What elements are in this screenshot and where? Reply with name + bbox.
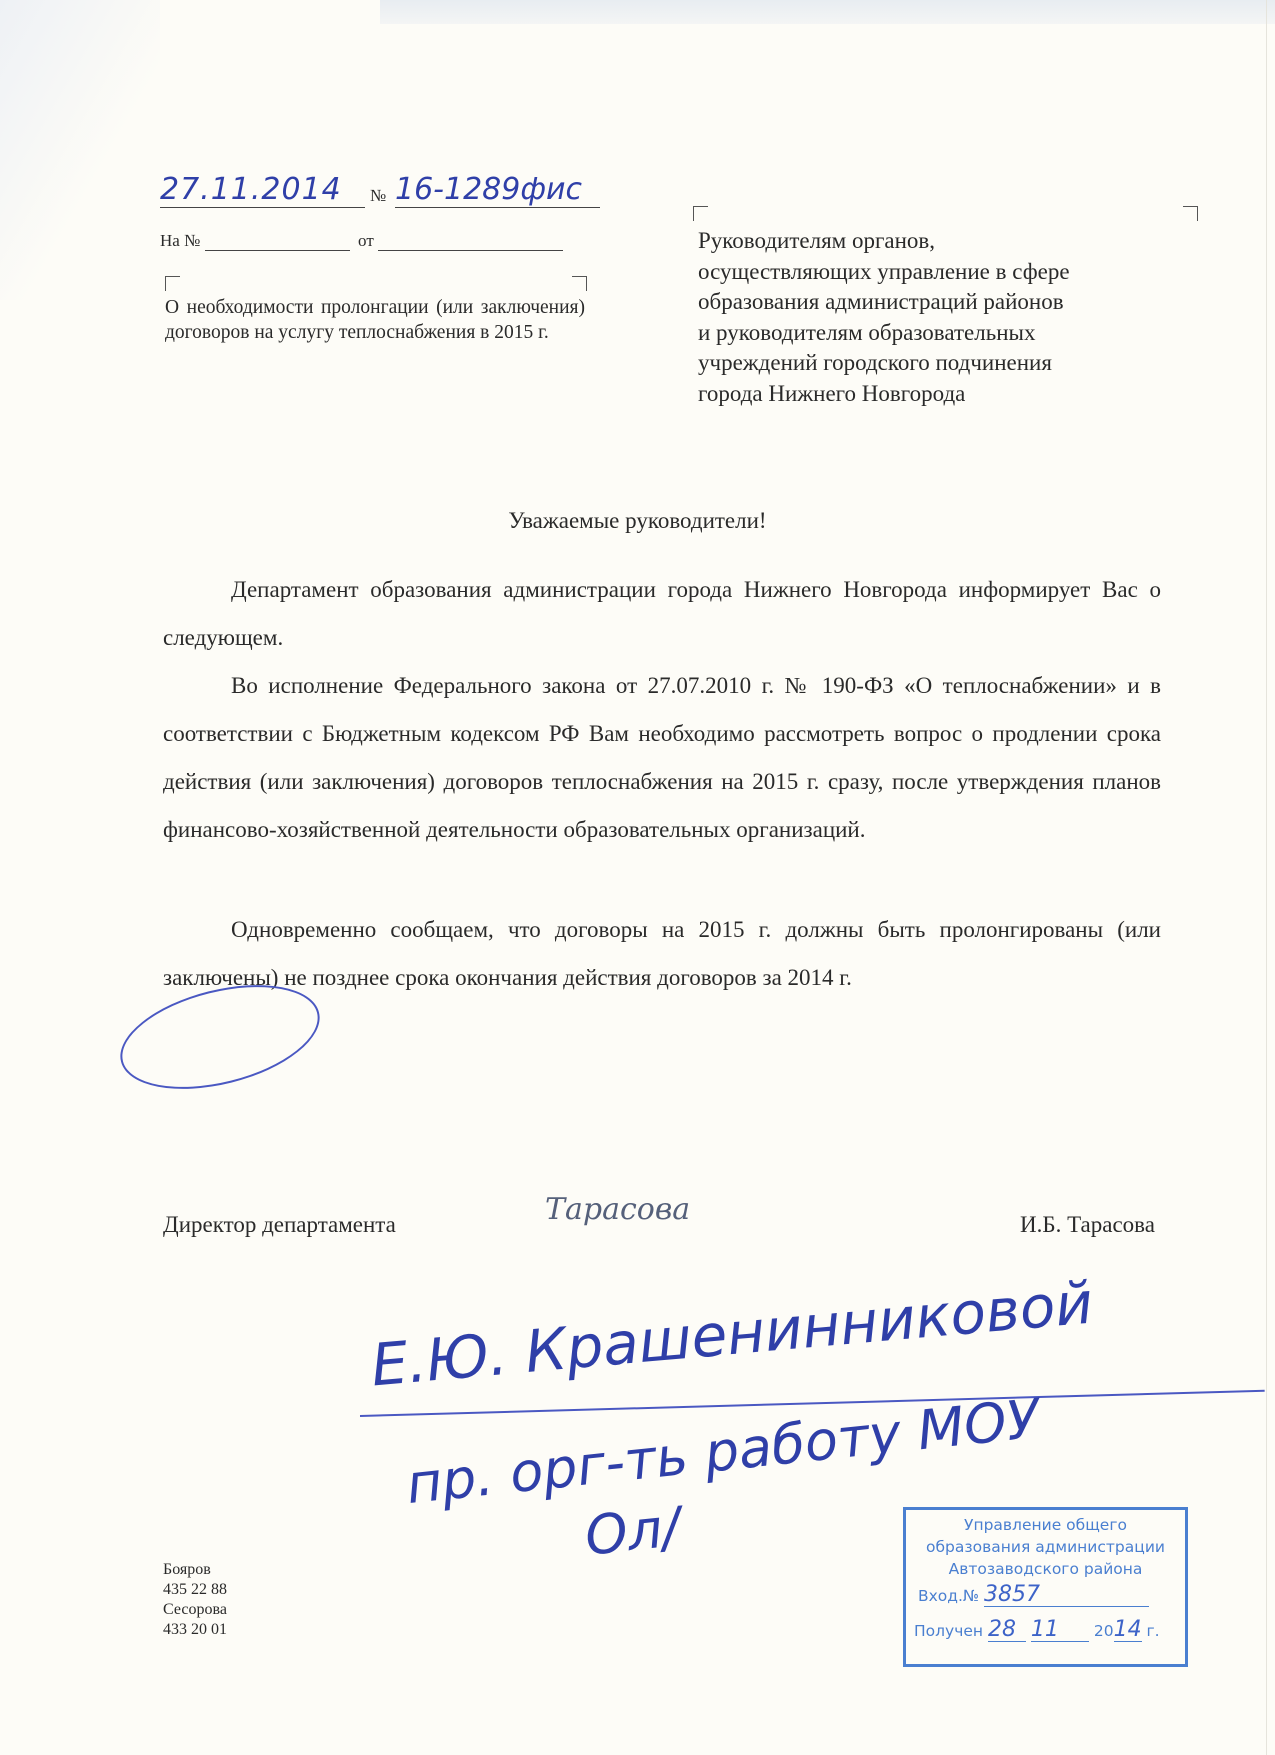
contacts [163,1560,227,1640]
addressee [698,226,1168,409]
subject: О необходимости пролонгации (или заключения) договоров на услугу теплоснабжения в 2015 г. [165,297,585,343]
addressee-line: осуществляющих управление в сфере [698,258,1070,284]
stamp-line: образования администрации [926,1538,1165,1556]
addressee-line: Руководителям органов, [698,228,936,253]
handwritten-signature: Тарасова [545,1192,691,1227]
body-paragraph [163,662,1161,854]
resolution-line-2: пр. орг-ть работу МОУ [403,1386,1043,1517]
body-paragraph [163,906,1161,1002]
stamp-year-suffix: 14 [1113,1617,1142,1642]
reply-date-blank [378,230,563,251]
resolution-line-1: Е.Ю. Крашенинниковой [368,1268,1096,1400]
from-label: от [358,231,374,250]
addressee-corner-left [693,206,708,221]
contact-name: Бояров [163,1561,211,1578]
reply-to-label: На № [160,231,201,250]
stamp-incoming-label: Вход.№ [918,1587,980,1605]
paragraph-text: Во исполнение Федерального закона от 27.07.2010 г. № 190-ФЗ «О теплоснабжении» и в соответствии с Бюджетным кодексом РФ Вам необходимо рассмотреть вопрос о продлении срока действия (или заключения) договоров теплоснабжения на 2015 г. сразу, после утверждения планов финансово-хозяйственной деятельности образовательных организаций. [163,673,1161,842]
paragraph-text: Департамент образования администрации города Нижнего Новгорода информирует Вас о следующем. [163,577,1161,650]
stamp-line: Управление общего [964,1516,1127,1534]
registration-date: 27.11.2014 [160,172,365,208]
stamp-received-day: 28 [988,1619,1026,1642]
paragraph-text: Одновременно сообщаем, что договоры на 2015 г. должны быть пролонгированы (или заключены) не позднее срока окончания действия договоров за 2014 г. [163,917,1161,990]
stamp-incoming-number: 3857 [984,1584,1149,1607]
page-edge [1266,0,1267,1755]
stamp-received-label: Получен [914,1622,984,1640]
contact-name: Сесорова [163,1601,227,1618]
addressee-line: учреждений городского подчинения [698,350,1052,375]
scan-shadow [0,0,160,300]
reply-number-blank [205,230,350,251]
contact-phone: 433 20 01 [163,1621,227,1638]
registration-number: 16-1289фис [395,172,600,208]
reply-reference-line [160,230,563,251]
subject-corner-right [572,276,587,291]
resolution-initials: Ол/ [581,1495,684,1568]
stamp-line: Автозаводского района [948,1560,1143,1578]
stamp-received-month: 11 [1031,1619,1089,1642]
contact-phone: 435 22 88 [163,1581,227,1598]
signatory-title: Директор департамента [163,1212,396,1237]
addressee-line: образования администраций районов [698,289,1064,314]
addressee-corner-right [1183,206,1198,221]
addressee-line: города Нижнего Новгорода [698,380,966,406]
subject-corner-left [165,276,180,291]
incoming-stamp [903,1507,1188,1667]
registration-number-label: № [370,186,387,205]
addressee-line: и руководителям образовательных [698,319,1036,345]
scan-top-strip [380,0,1275,24]
stamp-year-prefix: 20 [1093,1622,1114,1640]
stamp-year-label: г. [1146,1622,1160,1640]
greeting: Уважаемые руководители! [508,508,767,533]
body-paragraph [163,566,1161,662]
signatory-name: И.Б. Тарасова [1020,1212,1155,1237]
